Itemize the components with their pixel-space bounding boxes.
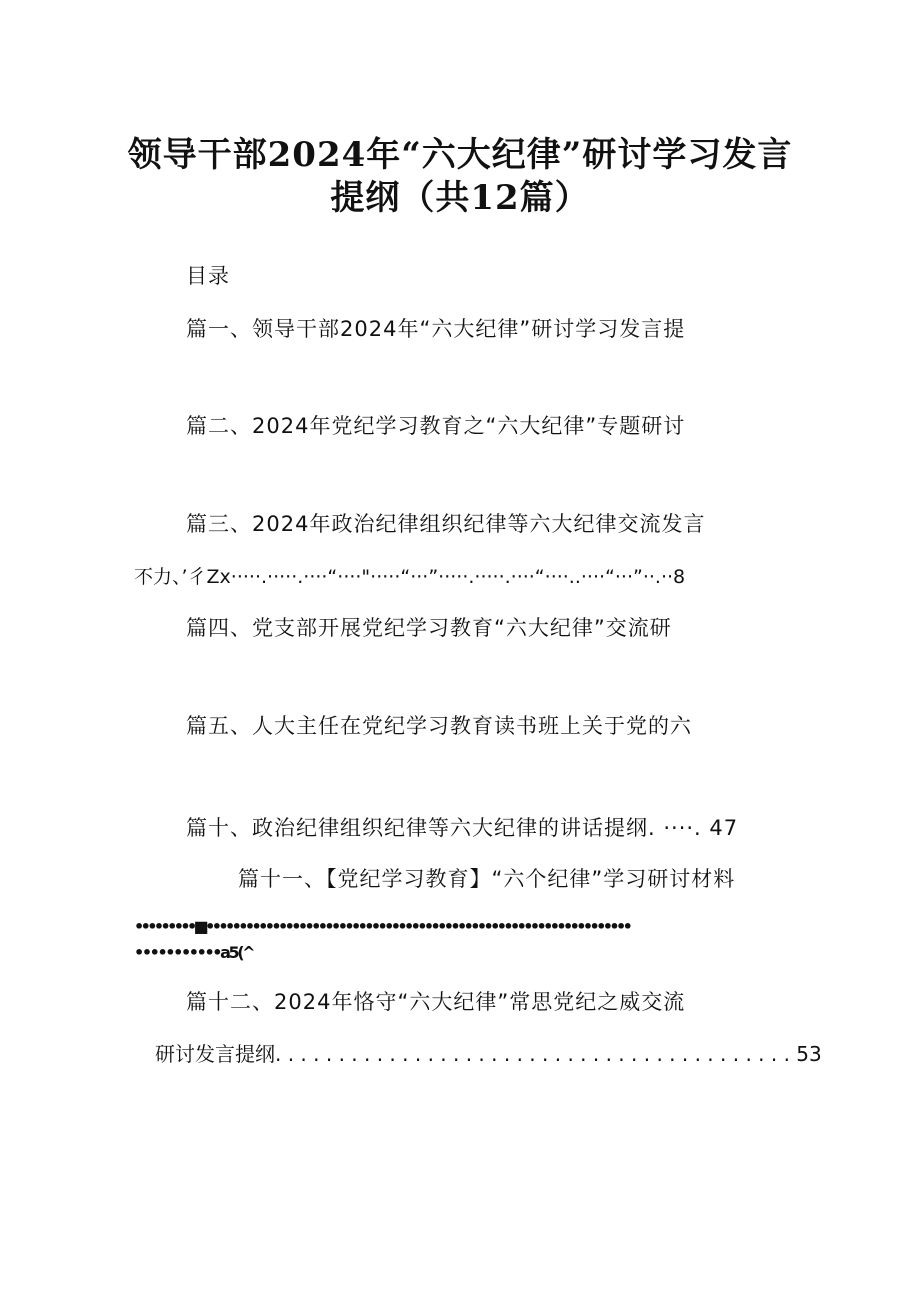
toc-entry: 篇五、人大主任在党纪学习教育读书班上关于党的六 bbox=[186, 714, 692, 738]
toc-entry: 篇十二、2024年恪守“六大纪律”常思党纪之威交流 bbox=[186, 990, 686, 1014]
document-title-line-1: 领导干部2024年“六大纪律”研讨学习发言 bbox=[127, 135, 793, 175]
toc-entry: 篇二、2024年党纪学习教育之“六大纪律”专题研讨 bbox=[186, 414, 686, 438]
toc-entry: 篇十、政治纪律组织纪律等六大纪律的讲话提纲. ····. 47 bbox=[186, 816, 739, 840]
toc-leader-dots: •••••••••••a5(^ bbox=[134, 943, 254, 962]
toc-entry: 篇一、领导干部2024年“六大纪律”研讨学习发言提 bbox=[186, 317, 686, 341]
document-title-line-2: 提纲（共12篇） bbox=[330, 178, 590, 218]
toc-entry-continuation: 研讨发言提纲. . . . . . . . . . . . . . . . . . . . . . . . . . . . . . . . . . . . . . . . . 53 bbox=[155, 1042, 822, 1066]
toc-entry: 篇三、2024年政治纪律组织纪律等六大纪律交流发言 bbox=[186, 512, 706, 536]
toc-entry-continuation: 不力、’彳Zx·····.·····.····“····"·····“···”·····.·····.····“····..····“···”··.··8 bbox=[134, 566, 686, 588]
toc-heading: 目录 bbox=[186, 264, 230, 288]
toc-leader-dots: •••••••••■•••••••••••••••••••••••••••••••••••••••••••••••••••••••••••••••• bbox=[134, 917, 630, 936]
toc-entry: 篇十一、【党纪学习教育】“六个纪律”学习研讨材料 bbox=[238, 867, 736, 891]
toc-entry: 篇四、党支部开展党纪学习教育“六大纪律”交流研 bbox=[186, 616, 672, 640]
